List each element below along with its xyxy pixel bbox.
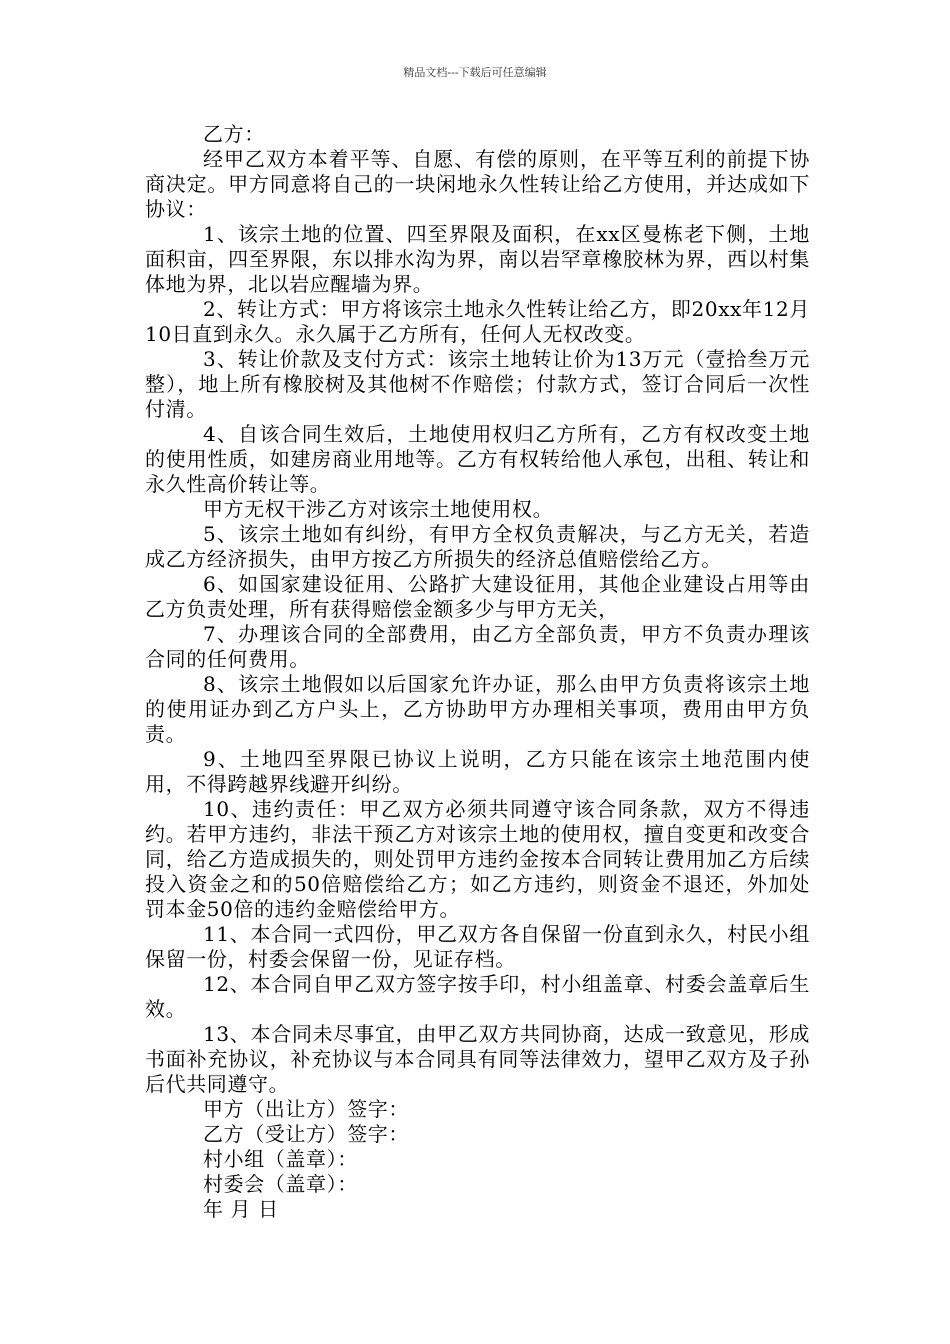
signature-party-b: 乙方（受让方）签字： (203, 1122, 409, 1146)
clause-9-boundaries: 9、土地四至界限已协议上说明，乙方只能在该宗土地范围内使用，不得跨越界线避开纠纷。 (145, 747, 810, 796)
clause-2-transfer-method: 2、转让方式：甲方将该宗土地永久性转让给乙方，即20xx年12月10日直到永久。永久属于乙方所有，任何人无权改变。 (145, 297, 810, 346)
party-b-label: 乙方： (203, 122, 265, 146)
document-body (145, 122, 810, 1222)
date-line: 年 月 日 (203, 1197, 279, 1221)
seal-village-committee: 村委会（盖章）： (203, 1172, 358, 1196)
clause-5-disputes: 5、该宗土地如有纠纷，有甲方全权负责解决，与乙方无关，若造成乙方经济损失，由甲方按乙方所损失的经济总值赔偿给乙方。 (145, 522, 810, 571)
clause-6-expropriation: 6、如国家建设征用、公路扩大建设征用，其他企业建设占用等由乙方负责处理，所有获得赔偿金额多少与甲方无关， (145, 572, 810, 621)
page-header: 精品文档---下载后可任意编辑 (403, 66, 547, 79)
signature-party-a: 甲方（出让方）签字： (203, 1097, 409, 1121)
clause-1-location: 1、该宗土地的位置、四至界限及面积，在xx区曼栋老下侧，土地面积亩，四至界限，东以排水沟为界，南以岩罕章橡胶林为界，西以村集体地为界，北以岩应醒墙为界。 (145, 222, 810, 296)
clause-11-copies: 11、本合同一式四份，甲乙双方各自保留一份直到永久，村民小组保留一份，村委会保留一份，见证存档。 (145, 922, 810, 971)
clause-8-certificate: 8、该宗土地假如以后国家允许办证，那么由甲方负责将该宗土地的使用证办到乙方户头上，乙方协助甲方办理相关事项，费用由甲方负责。 (145, 672, 810, 746)
clause-10-breach: 10、违约责任：甲乙双方必须共同遵守该合同条款，双方不得违约。若甲方违约，非法干预乙方对该宗土地的使用权，擅自变更和改变合同，给乙方造成损失的，则处罚甲方违约金按本合同转让费用加乙方后续投入资金之和的50倍赔偿给乙方；如乙方违约，则资金不退还，外加处罚本金50倍的违约金赔偿给甲方。 (145, 797, 810, 921)
preamble-paragraph: 经甲乙双方本着平等、自愿、有偿的原则，在平等互利的前提下协商决定。甲方同意将自己的一块闲地永久性转让给乙方使用，并达成如下协议： (145, 147, 810, 221)
clause-7-fees: 7、办理该合同的全部费用，由乙方全部负责，甲方不负责办理该合同的任何费用。 (145, 622, 810, 671)
clause-4-note: 甲方无权干涉乙方对该宗土地使用权。 (203, 497, 554, 521)
clause-3-price-payment: 3、转让价款及支付方式：该宗土地转让价为13万元（壹拾叁万元整），地上所有橡胶树及其他树不作赔偿；付款方式，签订合同后一次性付清。 (145, 347, 810, 421)
clause-13-supplement: 13、本合同未尽事宜，由甲乙双方共同协商，达成一致意见，形成书面补充协议，补充协议与本合同具有同等法律效力，望甲乙双方及子孙后代共同遵守。 (145, 1022, 810, 1096)
seal-village-group: 村小组（盖章）： (203, 1147, 358, 1171)
clause-4-usage-rights: 4、自该合同生效后，土地使用权归乙方所有，乙方有权改变土地的使用性质，如建房商业用地等。乙方有权转给他人承包，出租、转让和永久性高价转让等。 (145, 422, 810, 496)
clause-12-effective: 12、本合同自甲乙双方签字按手印，村小组盖章、村委会盖章后生效。 (145, 972, 810, 1021)
